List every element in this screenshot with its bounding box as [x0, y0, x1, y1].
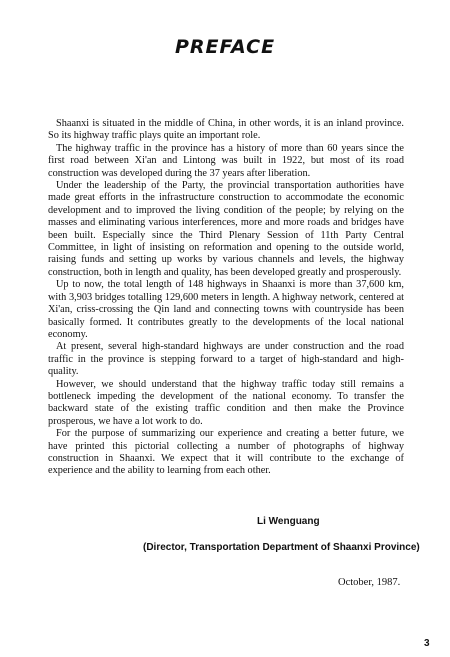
signature-title: (Director, Transportation Department of Shaanxi Province) [143, 542, 420, 553]
signature-date: October, 1987. [338, 577, 401, 588]
page-title: PREFACE [174, 36, 276, 58]
paragraph-6: However, we should understand that the highway traffic today still remains a bottleneck impeding the development of the national economy. To transfer the backward state of the existing traffic condition and then make the Province prosperous, we have a lot work to do. [48, 378, 404, 427]
signature-name: Li Wenguang [257, 516, 320, 527]
paragraph-5: At present, several high-standard highways are under construction and the road traffic in the province is stepping forward to a target of high-standard and high-quality. [48, 341, 404, 378]
paragraph-2: The highway traffic in the province has a history of more than 60 years since the first road between Xi'an and Lintong was built in 1922, but most of its road construction was developed during the 37 years after liberation. [48, 142, 404, 179]
paragraph-3: Under the leadership of the Party, the provincial transportation authorities have made great efforts in the infrastructure construction to accommodate the economic development and to improved the living condition of the people; by relying on the masses and eliminating various interferences, more and more roads and bridges have been built. Especially since the Third Plenary Session of 11th Party Central Committee, in light of insisting on reformation and opening to the outside world, raising funds and setting up works by various channels and levels, the highway construction, both in length and quality, has been developed greatly and prosperously. [48, 180, 404, 278]
paragraph-1: Shaanxi is situated in the middle of China, in other words, it is an inland province. So its highway traffic plays quite an important role. [48, 118, 404, 142]
preface-body [48, 118, 404, 478]
page-number: 3 [424, 638, 430, 649]
paragraph-4: Up to now, the total length of 148 highways in Shaanxi is more than 37,600 km, with 3,903 bridges totalling 129,600 meters in length. A highway network, centered at Xi'an, criss-crossing the Qin land and connecting towns with countryside has been basically formed. It contributes greatly to the developments of the local national economy. [48, 279, 404, 340]
paragraph-7: For the purpose of summarizing our experience and creating a better future, we have printed this pictorial collecting a number of photographs of highway construction in Shaanxi. We expect that it will contribute to the exchange of experience and the ability to learning from each other. [48, 428, 404, 477]
